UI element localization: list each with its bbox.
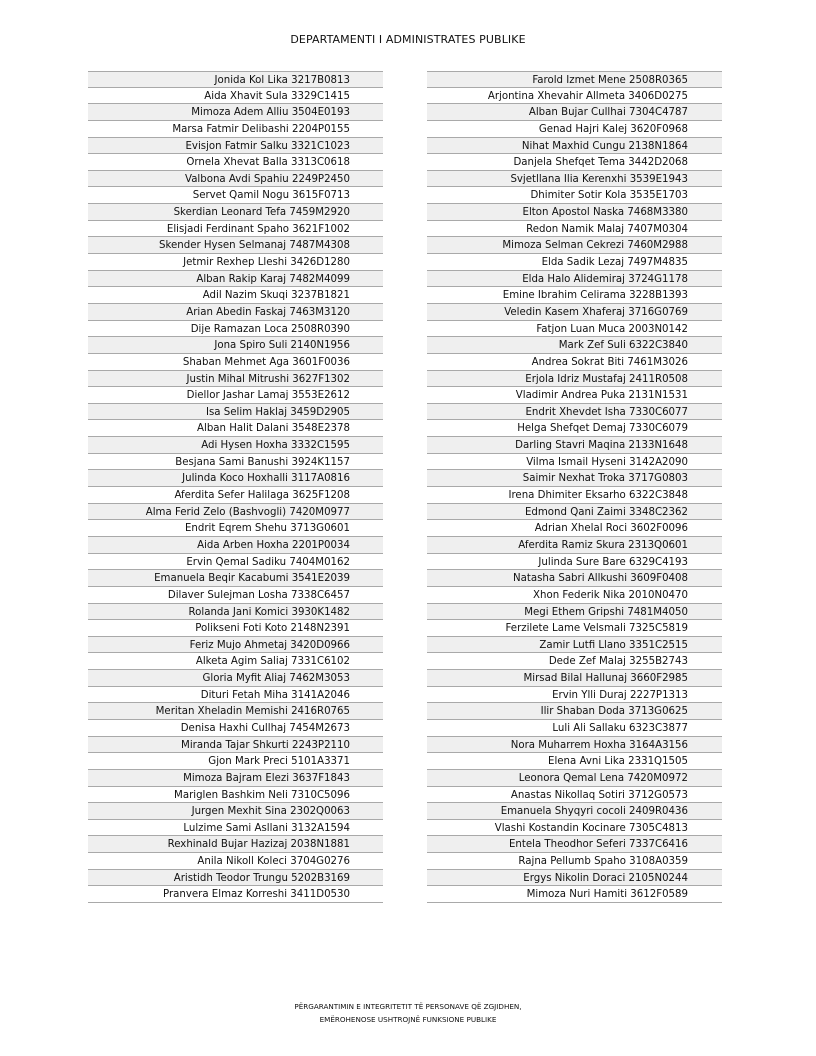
list-item: Veledin Kasem Xhaferaj 3716G0769	[427, 304, 722, 321]
list-item: Alketa Agim Saliaj 7331C6102	[88, 653, 383, 670]
list-item: Jonida Kol Lika 3217B0813	[88, 71, 383, 88]
list-item: Diellor Jashar Lamaj 3553E2612	[88, 387, 383, 404]
footer-line-2: EMËROHENOSE USHTROJNË FUNKSIONE PUBLIKE	[319, 1015, 497, 1024]
list-item: Shaban Mehmet Aga 3601F0036	[88, 354, 383, 371]
list-item: Mimoza Selman Cekrezi 7460M2988	[427, 237, 722, 254]
list-item: Elton Apostol Naska 7468M3380	[427, 204, 722, 221]
list-item: Ferzilete Lame Velsmali 7325C5819	[427, 620, 722, 637]
list-item: Mimoza Adem Alliu 3504E0193	[88, 104, 383, 121]
list-item: Feriz Mujo Ahmetaj 3420D0966	[88, 637, 383, 654]
right-name-list	[427, 71, 722, 903]
list-item: Meritan Xheladin Memishi 2416R0765	[88, 703, 383, 720]
list-item: Denisa Haxhi Cullhaj 7454M2673	[88, 720, 383, 737]
list-item: Polikseni Foti Koto 2148N2391	[88, 620, 383, 637]
list-item: Nora Muharrem Hoxha 3164A3156	[427, 737, 722, 754]
list-item: Nihat Maxhid Cungu 2138N1864	[427, 138, 722, 155]
list-item: Alban Halit Dalani 3548E2378	[88, 420, 383, 437]
list-item: Dituri Fetah Miha 3141A2046	[88, 687, 383, 704]
list-item: Pranvera Elmaz Korreshi 3411D0530	[88, 886, 383, 903]
list-item: Evisjon Fatmir Salku 3321C1023	[88, 138, 383, 155]
list-item: Helga Shefqet Demaj 7330C6079	[427, 420, 722, 437]
list-item: Endrit Xhevdet Isha 7330C6077	[427, 404, 722, 421]
list-item: Darling Stavri Maqina 2133N1648	[427, 437, 722, 454]
list-item: Edmond Qani Zaimi 3348C2362	[427, 504, 722, 521]
list-item: Aristidh Teodor Trungu 5202B3169	[88, 870, 383, 887]
list-item: Miranda Tajar Shkurti 2243P2110	[88, 737, 383, 754]
list-item: Elda Sadik Lezaj 7497M4835	[427, 254, 722, 271]
list-item: Isa Selim Haklaj 3459D2905	[88, 404, 383, 421]
list-item: Marsa Fatmir Delibashi 2204P0155	[88, 121, 383, 138]
list-item: Entela Theodhor Seferi 7337C6416	[427, 836, 722, 853]
list-item: Svjetllana Ilia Kerenxhi 3539E1943	[427, 171, 722, 188]
list-item: Emanuela Shyqyri cocoli 2409R0436	[427, 803, 722, 820]
list-item: Saimir Nexhat Troka 3717G0803	[427, 470, 722, 487]
list-item: Emine Ibrahim Celirama 3228B1393	[427, 287, 722, 304]
list-item: Aferdita Ramiz Skura 2313Q0601	[427, 537, 722, 554]
list-item: Elena Avni Lika 2331Q1505	[427, 753, 722, 770]
list-item: Alma Ferid Zelo (Bashvogli) 7420M0977	[88, 504, 383, 521]
list-item: Arian Abedin Faskaj 7463M3120	[88, 304, 383, 321]
list-item: Anastas Nikollaq Sotiri 3712G0573	[427, 787, 722, 804]
list-item: Besjana Sami Banushi 3924K1157	[88, 454, 383, 471]
list-item: Aida Xhavit Sula 3329C1415	[88, 88, 383, 105]
list-item: Elda Halo Alidemiraj 3724G1178	[427, 271, 722, 288]
list-item: Valbona Avdi Spahiu 2249P2450	[88, 171, 383, 188]
list-item: Adrian Xhelal Roci 3602F0096	[427, 520, 722, 537]
list-item: Aferdita Sefer Halilaga 3625F1208	[88, 487, 383, 504]
list-item: Julinda Sure Bare 6329C4193	[427, 554, 722, 571]
list-item: Jurgen Mexhit Sina 2302Q0063	[88, 803, 383, 820]
list-item: Mimoza Nuri Hamiti 3612F0589	[427, 886, 722, 903]
list-item: Dilaver Sulejman Losha 7338C6457	[88, 587, 383, 604]
left-name-list	[88, 71, 383, 903]
list-item: Genad Hajri Kalej 3620F0968	[427, 121, 722, 138]
list-item: Dije Ramazan Loca 2508R0390	[88, 321, 383, 338]
list-item: Servet Qamil Nogu 3615F0713	[88, 187, 383, 204]
list-item: Anila Nikoll Koleci 3704G0276	[88, 853, 383, 870]
list-item: Dhimiter Sotir Kola 3535E1703	[427, 187, 722, 204]
list-item: Alban Bujar Cullhai 7304C4787	[427, 104, 722, 121]
list-item: Aida Arben Hoxha 2201P0034	[88, 537, 383, 554]
list-item: Rajna Pellumb Spaho 3108A0359	[427, 853, 722, 870]
list-item: Emanuela Beqir Kacabumi 3541E2039	[88, 570, 383, 587]
list-item: Rexhinald Bujar Hazizaj 2038N1881	[88, 836, 383, 853]
list-item: Skerdian Leonard Tefa 7459M2920	[88, 204, 383, 221]
list-item: Vladimir Andrea Puka 2131N1531	[427, 387, 722, 404]
list-item: Mirsad Bilal Hallunaj 3660F2985	[427, 670, 722, 687]
footer-line-1: PËRGARANTIMIN E INTEGRITETIT TË PERSONAVE QË ZGJIDHEN,	[294, 1002, 522, 1011]
list-item: Mariglen Bashkim Neli 7310C5096	[88, 787, 383, 804]
list-item: Jona Spiro Suli 2140N1956	[88, 337, 383, 354]
list-item: Gloria Myfit Aliaj 7462M3053	[88, 670, 383, 687]
list-item: Jetmir Rexhep Lleshi 3426D1280	[88, 254, 383, 271]
list-item: Julinda Koco Hoxhalli 3117A0816	[88, 470, 383, 487]
list-item: Mark Zef Suli 6322C3840	[427, 337, 722, 354]
list-item: Adil Nazim Skuqi 3237B1821	[88, 287, 383, 304]
list-item: Farold Izmet Mene 2508R0365	[427, 71, 722, 88]
list-item: Megi Ethem Gripshi 7481M4050	[427, 604, 722, 621]
list-item: Rolanda Jani Komici 3930K1482	[88, 604, 383, 621]
list-item: Andrea Sokrat Biti 7461M3026	[427, 354, 722, 371]
list-item: Irena Dhimiter Eksarho 6322C3848	[427, 487, 722, 504]
list-item: Danjela Shefqet Tema 3442D2068	[427, 154, 722, 171]
list-item: Redon Namik Malaj 7407M0304	[427, 221, 722, 238]
page-title: DEPARTAMENTI I ADMINISTRATES PUBLIKE	[290, 33, 526, 46]
list-item: Ornela Xhevat Balla 3313C0618	[88, 154, 383, 171]
list-item: Endrit Eqrem Shehu 3713G0601	[88, 520, 383, 537]
list-item: Elisjadi Ferdinant Spaho 3621F1002	[88, 221, 383, 238]
list-item: Ilir Shaban Doda 3713G0625	[427, 703, 722, 720]
list-item: Fatjon Luan Muca 2003N0142	[427, 321, 722, 338]
list-item: Justin Mihal Mitrushi 3627F1302	[88, 371, 383, 388]
list-item: Leonora Qemal Lena 7420M0972	[427, 770, 722, 787]
list-item: Vlashi Kostandin Kocinare 7305C4813	[427, 820, 722, 837]
list-item: Zamir Lutfi Llano 3351C2515	[427, 637, 722, 654]
list-item: Skender Hysen Selmanaj 7487M4308	[88, 237, 383, 254]
list-item: Xhon Federik Nika 2010N0470	[427, 587, 722, 604]
list-item: Arjontina Xhevahir Allmeta 3406D0275	[427, 88, 722, 105]
list-item: Ergys Nikolin Doraci 2105N0244	[427, 870, 722, 887]
list-item: Mimoza Bajram Elezi 3637F1843	[88, 770, 383, 787]
page-footer	[0, 1000, 816, 1026]
list-item: Gjon Mark Preci 5101A3371	[88, 753, 383, 770]
list-item: Vilma Ismail Hyseni 3142A2090	[427, 454, 722, 471]
list-item: Lulzime Sami Asllani 3132A1594	[88, 820, 383, 837]
list-item: Ervin Ylli Duraj 2227P1313	[427, 687, 722, 704]
list-item: Dede Zef Malaj 3255B2743	[427, 653, 722, 670]
list-item: Ervin Qemal Sadiku 7404M0162	[88, 554, 383, 571]
list-item: Erjola Idriz Mustafaj 2411R0508	[427, 371, 722, 388]
list-item: Adi Hysen Hoxha 3332C1595	[88, 437, 383, 454]
list-item: Natasha Sabri Allkushi 3609F0408	[427, 570, 722, 587]
list-item: Luli Ali Sallaku 6323C3877	[427, 720, 722, 737]
list-item: Alban Rakip Karaj 7482M4099	[88, 271, 383, 288]
